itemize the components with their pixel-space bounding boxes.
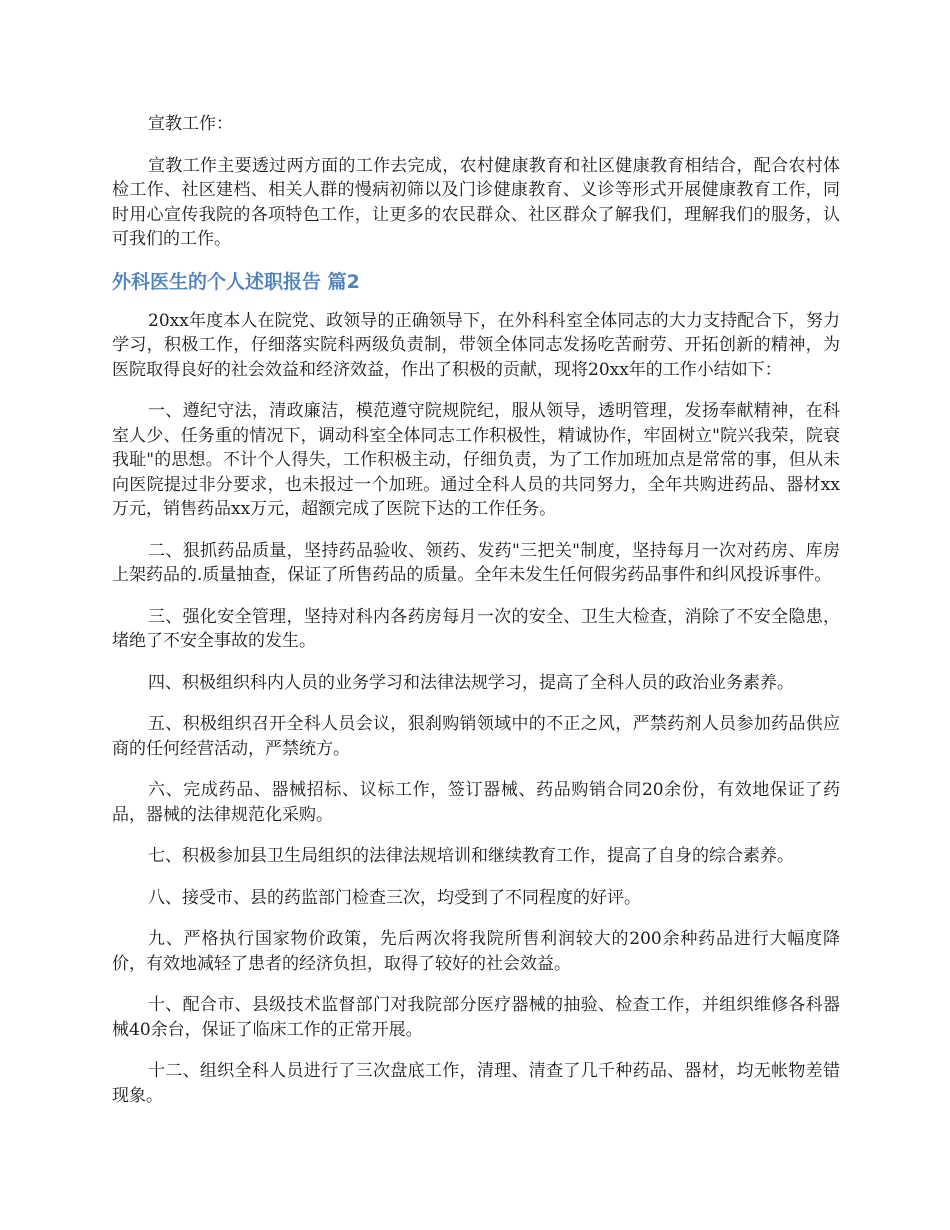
paragraph-item-10: 十、配合市、县级技术监督部门对我院部分医疗器械的抽验、检查工作，并组织维修各科器械40余台，保证了临床工作的正常开展。 bbox=[112, 995, 840, 1040]
paragraph-item-9: 九、严格执行国家物价政策，先后两次将我院所售利润较大的200余种药品进行大幅度降价，有效地减轻了患者的经济负担，取得了较好的社会效益。 bbox=[112, 929, 840, 974]
paragraph-item-7: 七、积极参加县卫生局组织的法律法规培训和继续教育工作，提高了自身的综合素养。 bbox=[148, 846, 794, 866]
paragraph-intro: 20xx年度本人在院党、政领导的正确领导下，在外科科室全体同志的大力支持配合下，努力学习，积极工作，仔细落实院科两级负责制，带领全体同志发扬吃苦耐劳、开拓创新的精神，为医院取得良好的社会效益和经济效益，作出了积极的贡献，现将20xx年的工作小结如下： bbox=[112, 310, 840, 380]
paragraph-item-4: 四、积极组织科内人员的业务学习和法律法规学习，提高了全科人员的政治业务素养。 bbox=[148, 672, 794, 693]
section-label: 宣教工作： bbox=[148, 114, 233, 134]
paragraph-item-1: 一、遵纪守法，清政廉洁，模范遵守院规院纪，服从领导，透明管理，发扬奉献精神，在科室人少、任务重的情况下，调动科室全体同志工作积极性，精诚协作，牢固树立"院兴我荣，院衰我耻"的思想。不计个人得失，工作积极主动，仔细负责，为了工作加班加点是常常的事，但从未向医院提过非分要求，也未报过一个加班。通过全科人员的共同努力，全年共购进药品、器材xx万元，销售药品xx万元，超额完成了医院下达的工作任务。 bbox=[112, 401, 840, 519]
paragraph-publicity-work: 宣教工作主要透过两方面的工作去完成，农村健康教育和社区健康教育相结合，配合农村体检工作、社区建档、相关人群的慢病初筛以及门诊健康教育、义诊等形式开展健康教育工作，同时用心宣传我院的各项特色工作，让更多的农民群众、社区群众了解我们，理解我们的服务，认可我们的工作。 bbox=[112, 155, 840, 249]
document-page bbox=[112, 112, 840, 1125]
paragraph-item-3: 三、强化安全管理，坚持对科内各药房每月一次的安全、卫生大检查，消除了不安全隐患，堵绝了不安全事故的发生。 bbox=[112, 606, 840, 651]
paragraph-item-6: 六、完成药品、器械招标、议标工作，签订器械、药品购销合同20余份，有效地保证了药品，器械的法律规范化采购。 bbox=[112, 780, 840, 825]
paragraph-item-8: 八、接受市、县的药监部门检查三次，均受到了不同程度的好评。 bbox=[148, 887, 641, 908]
section-heading: 外科医生的个人述职报告 篇2 bbox=[112, 270, 360, 293]
paragraph-item-2: 二、狠抓药品质量，坚持药品验收、领药、发药"三把关"制度，坚持每月一次对药房、库房上架药品的.质量抽查，保证了所售药品的质量。全年未发生任何假劣药品事件和纠风投诉事件。 bbox=[112, 540, 840, 585]
paragraph-item-12: 十二、组织全科人员进行了三次盘底工作，清理、清查了几千种药品、器材，均无帐物差错现象。 bbox=[112, 1061, 840, 1106]
paragraph-item-5: 五、积极组织召开全科人员会议，狠刹购销领域中的不正之风，严禁药剂人员参加药品供应商的任何经营活动，严禁统方。 bbox=[112, 714, 840, 759]
